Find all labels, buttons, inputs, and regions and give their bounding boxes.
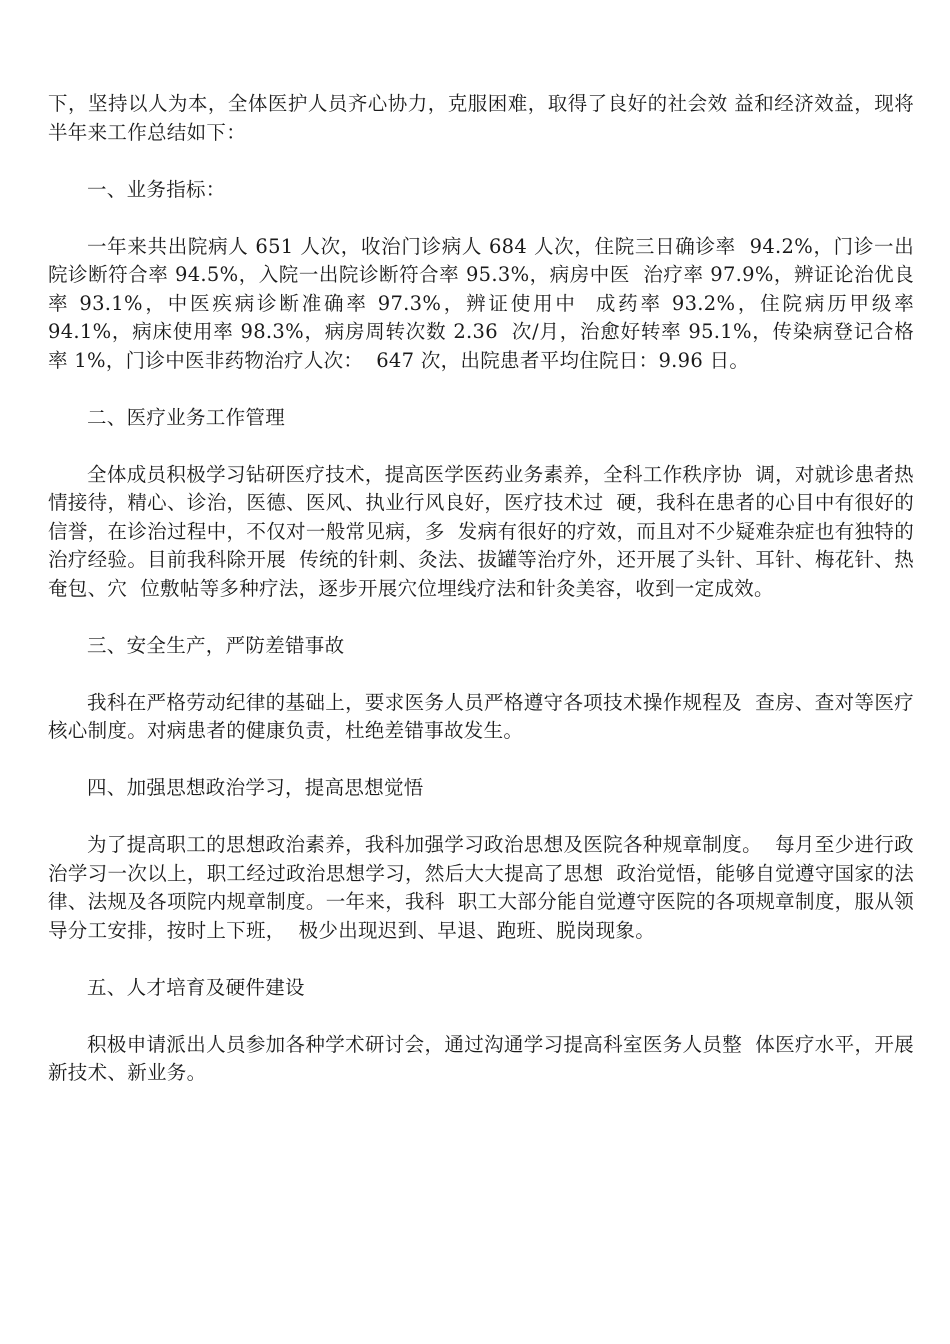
section-heading-2: 二、医疗业务工作管理 <box>87 405 286 429</box>
intro-paragraph: 下，坚持以人为本，全体医护人员齐心协力，克服困难，取得了良好的社会效 益和经济效益，现将半年来工作总结如下： <box>48 92 914 144</box>
section-body-2: 全体成员积极学习钻研医疗技术，提高医学医药业务素养，全科工作秩序协 调，对就诊患者热情接待，精心、诊治，医德、医风、执业行风良好，医疗技术过 硬，我科在患者的心目中有很好的信誉，在诊治过程中，不仅对一般常见病，多 发病有很好的疗效，而且对不少疑难杂症也有独特的治疗经验。目前我科除开展 传统的针刺、灸法、拔罐等治疗外，还开展了头针、耳针、梅花针、热奄包、穴 位敷帖等多种疗法，逐步开展穴位埋线疗法和针灸美容，收到一定成效。 <box>48 462 914 600</box>
section-heading-5: 五、人才培育及硬件建设 <box>87 975 305 999</box>
document-page <box>48 90 921 1116</box>
section-body-4: 为了提高职工的思想政治素养，我科加强学习政治思想及医院各种规章制度。 每月至少进行政治学习一次以上，职工经过政治思想学习，然后大大提高了思想 政治觉悟，能够自觉遵守国家的法律、法规及各项院内规章制度。一年来，我科 职工大部分能自觉遵守医院的各项规章制度，服从领导分工安排，按时上下班， 极少出现迟到、早退、跑班、脱岗现象。 <box>48 833 914 942</box>
section-heading-1: 一、业务指标： <box>87 177 226 201</box>
section-heading-3: 三、安全生产，严防差错事故 <box>87 633 345 657</box>
section-heading-4: 四、加强思想政治学习，提高思想觉悟 <box>87 776 424 799</box>
section-body-1: 一年来共出院病人 651 人次，收治门诊病人 684 人次，住院三日确诊率 94.2%，门诊一出院诊断符合率 94.5%，入院一出院诊断符合率 95.3%，病房中医 治疗率 97.9%，辨证论治优良率 93.1%，中医疾病诊断准确率 97.3%，辨证使用中 成药率 93.2%，住院病历甲级率 94.1%，病床使用率 98.3%，病房周转次数 2.36 次/月，治愈好转率 95.1%，传染病登记合格率 1%，门诊中医非药物治疗人次： 647 次，出院患者平均住院日：9.96 日。 <box>48 234 921 372</box>
section-body-3: 我科在严格劳动纪律的基础上，要求医务人员严格遵守各项技术操作规程及 查房、查对等医疗核心制度。对病患者的健康负责，杜绝差错事故发生。 <box>48 690 914 742</box>
section-body-5: 积极申请派出人员参加各种学术研讨会，通过沟通学习提高科室医务人员整 体医疗水平，开展新技术、新业务。 <box>48 1032 914 1084</box>
